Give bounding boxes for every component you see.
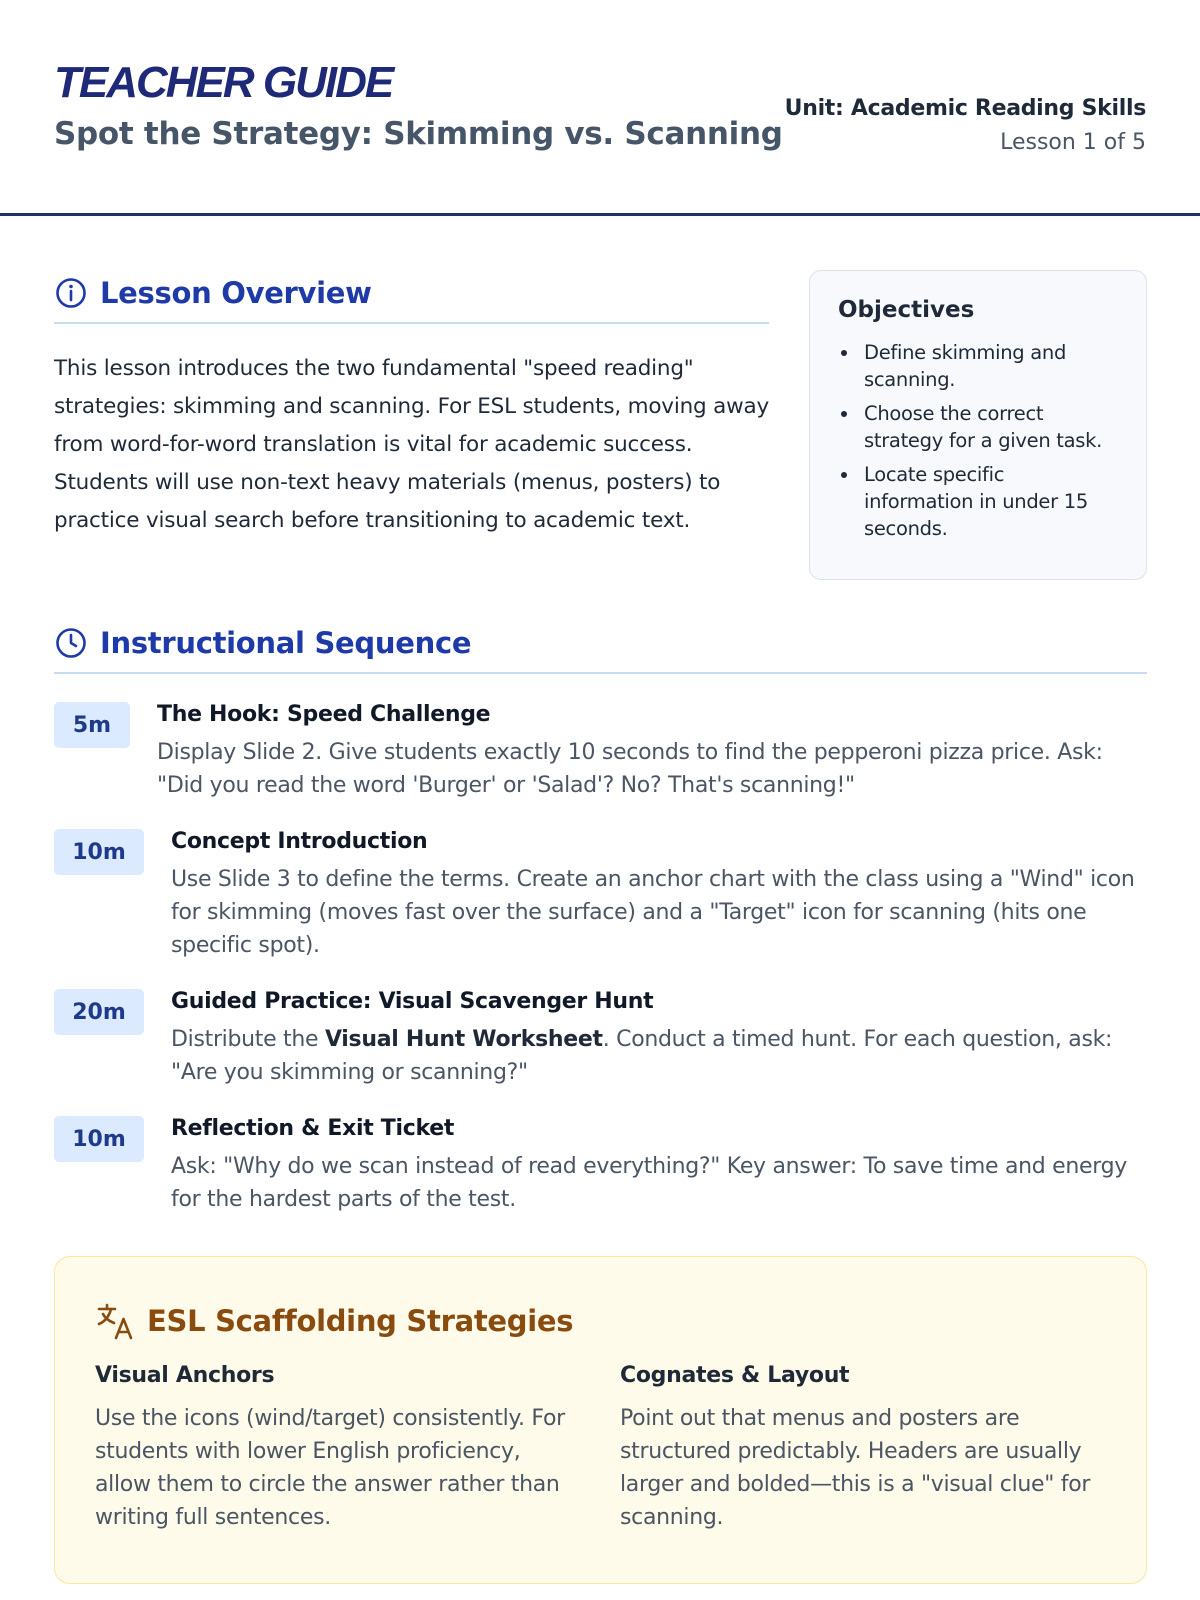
esl-column-text: Point out that menus and posters are structured predictably. Headers are usually larger and bolded—this is a "visual clue" for scanning.: [620, 1406, 1091, 1530]
step-description: Display Slide 2. Give students exactly 10 seconds to find the pepperoni pizza price. Ask: "Did you read the word 'Burger' or 'Salad'? No? That's scanning!": [157, 740, 1103, 798]
step-description: [171, 1023, 1147, 1089]
time-badge: 5m: [54, 702, 130, 748]
sequence-step: [54, 989, 1147, 1099]
brand-title: TEACHER GUIDE: [54, 58, 393, 107]
page-header: [0, 0, 1200, 216]
sequence-step: [54, 829, 1147, 969]
overview-heading-label: Lesson Overview: [100, 276, 372, 310]
objective-item: Locate specific information in under 15 seconds.: [838, 461, 1118, 542]
esl-heading-label: ESL Scaffolding Strategies: [147, 1304, 574, 1338]
step-title: Concept Introduction: [171, 829, 428, 854]
time-badge: 10m: [54, 829, 144, 875]
objectives-card: [809, 270, 1147, 580]
objectives-heading: Objectives: [838, 297, 975, 323]
page-title: Spot the Strategy: Skimming vs. Scanning: [54, 116, 783, 152]
step-description-text: Distribute the: [171, 1027, 325, 1052]
worksheet-name: Visual Hunt Worksheet: [324, 1027, 603, 1052]
esl-heading: [95, 1301, 573, 1341]
esl-column-title: Visual Anchors: [95, 1363, 275, 1388]
step-title: The Hook: Speed Challenge: [157, 702, 491, 727]
time-badge: 20m: [54, 989, 144, 1035]
translate-icon: [95, 1301, 135, 1341]
objective-item: Define skimming and scanning.: [838, 339, 1118, 393]
step-description-text: . Conduct a timed hunt. For each question, ask: "Are you skimming or scanning?": [171, 1027, 1113, 1085]
clock-icon: [54, 626, 88, 660]
sequence-step: [54, 1116, 1147, 1226]
step-title: Guided Practice: Visual Scavenger Hunt: [171, 989, 654, 1014]
time-badge: 10m: [54, 1116, 144, 1162]
overview-text: This lesson introduces the two fundamental "speed reading" strategies: skimming and scanning. For ESL students, moving away from word-for-word translation is vital for academic success. Students will use non-text heavy materials (menus, posters) to practice visual search before transitioning to academic text.: [54, 356, 769, 533]
step-description: Use Slide 3 to define the terms. Create an anchor chart with the class using a "Wind" icon for skimming (moves fast over the surface) and a "Target" icon for scanning (hits one specific spot).: [171, 867, 1135, 958]
unit-label: Unit: Academic Reading Skills: [784, 96, 1146, 121]
step-description: Ask: "Why do we scan instead of read everything?" Key answer: To save time and energy for the hardest parts of the test.: [171, 1154, 1128, 1212]
esl-column-text: Use the icons (wind/target) consistently. For students with lower English proficiency, allow them to circle the answer rather than writing full sentences.: [95, 1406, 565, 1530]
esl-column-cognates-layout: [620, 1363, 1100, 1534]
esl-scaffolding-box: [54, 1256, 1147, 1584]
overview-heading: [54, 276, 769, 324]
info-icon: [54, 276, 88, 310]
sequence-heading-label: Instructional Sequence: [100, 626, 472, 660]
objective-item: Choose the correct strategy for a given task.: [838, 400, 1118, 454]
objectives-list: [838, 339, 1118, 542]
sequence-step: [54, 702, 1147, 812]
sequence-heading: [54, 626, 1147, 674]
esl-column-title: Cognates & Layout: [620, 1363, 850, 1388]
esl-column-visual-anchors: [95, 1363, 575, 1534]
step-title: Reflection & Exit Ticket: [171, 1116, 455, 1141]
lesson-number: Lesson 1 of 5: [1000, 130, 1146, 155]
